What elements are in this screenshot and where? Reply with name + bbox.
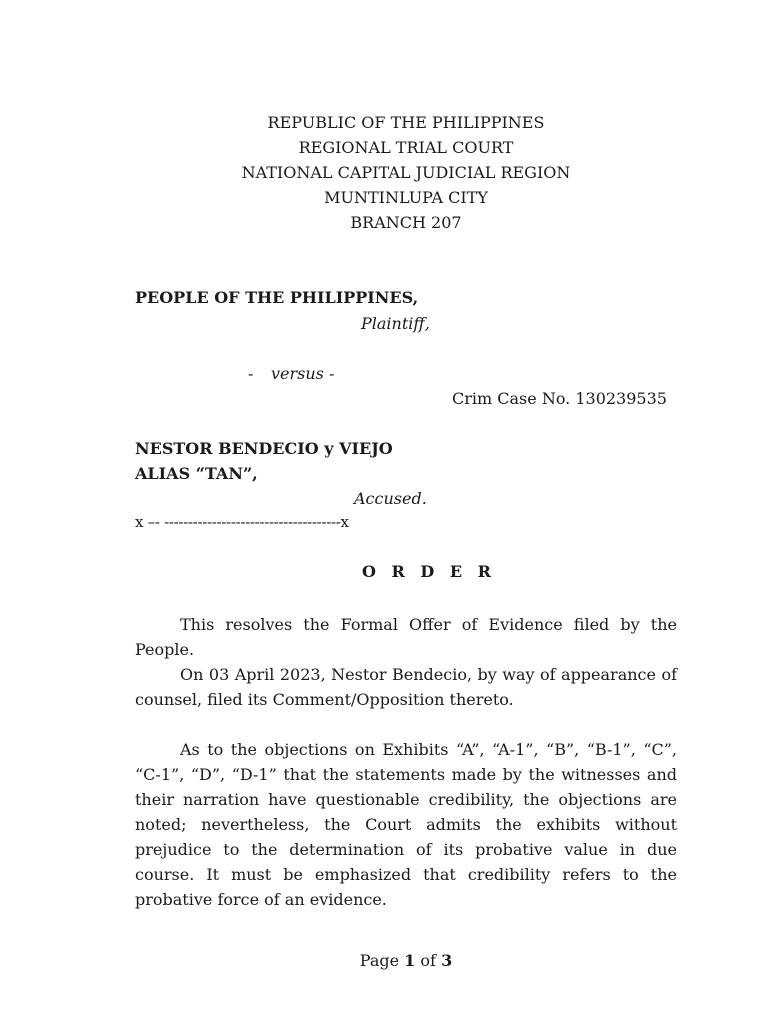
paragraph-2: On 03 April 2023, Nestor Bendecio, by way of appearance of counsel, filed its Comment/Opposition thereto. [135,665,677,709]
plaintiff-name: PEOPLE OF THE PHILIPPINES, [135,288,419,307]
plaintiff-role: Plaintiff, [361,314,430,333]
order-title: O R D E R [362,562,496,581]
header-line-branch: BRANCH 207 [350,213,462,232]
paragraph-3: As to the objections on Exhibits “A”, “A-1”, “B”, “B-1”, “C”, “C-1”, “D”, “D-1” that the statements made by the witnesses and their narration have questionable credibility, the objections are noted; nevertheless, the Court admits the exhibits without prejudice to the determination of its probative value in due course. It must be emphasized that credibility refers to the probative force of an evidence. [135,740,677,909]
accused-name-line2: ALIAS “TAN”, [135,464,258,483]
versus-dash-left: - [248,364,254,383]
caption-separator: x –- -------------------------------------x [135,513,349,531]
paragraph-1: This resolves the Formal Offer of Evidence filed by the People. [135,615,677,659]
accused-role: Accused. [354,489,427,508]
versus-label: versus [271,364,324,383]
page-label: Page [359,951,400,970]
current-page-number: 1 [404,951,416,970]
case-number: Crim Case No. 130239535 [452,389,667,408]
court-header [0,110,768,235]
header-line-republic: REPUBLIC OF THE PHILIPPINES [267,113,545,132]
header-line-city: MUNTINLUPA CITY [324,188,488,207]
accused-name-line1: NESTOR BENDECIO y VIEJO [135,439,393,458]
header-line-court: REGIONAL TRIAL COURT [298,138,514,157]
total-pages-number: 3 [441,951,453,970]
of-label: of [420,951,436,970]
header-line-region: NATIONAL CAPITAL JUDICIAL REGION [241,163,571,182]
page-footer [0,951,768,970]
versus-dash-right: - [329,364,335,383]
